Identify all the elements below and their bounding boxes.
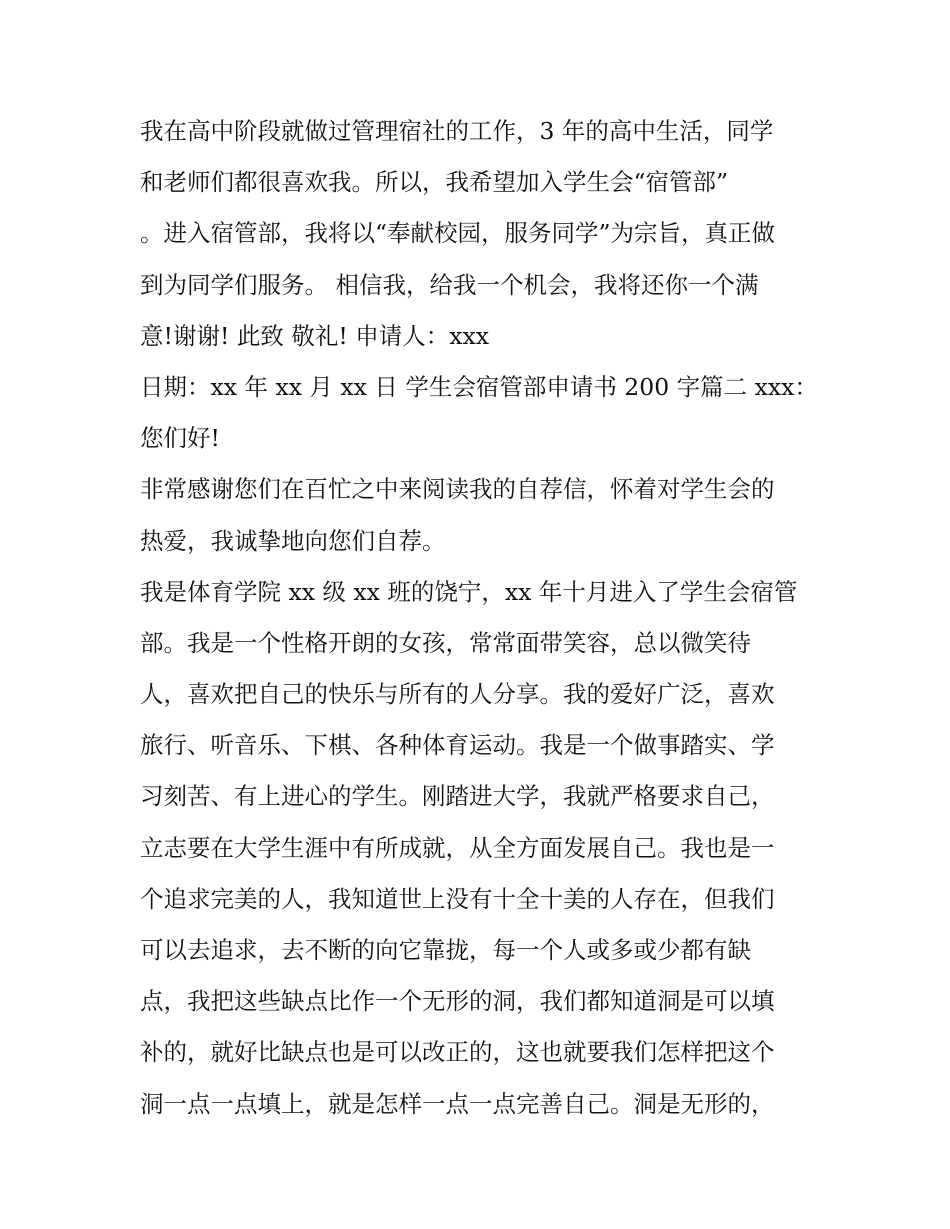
text-line: 洞一点一点填上，就是怎样一点一点完善自己。洞是无形的，	[140, 1089, 775, 1118]
text-line: 立志要在大学生涯中有所成就，从全方面发展自己。我也是一	[140, 833, 775, 862]
text-line: 到为同学们服务。 相信我，给我一个机会，我将还你一个满	[140, 270, 759, 299]
text-line: 意!谢谢! 此致 敬礼! 申请人：xxx	[140, 321, 489, 350]
text-line: 我在高中阶段就做过管理宿社的工作，3 年的高中生活，同学	[140, 117, 774, 145]
text-line: 部。我是一个性格开朗的女孩，常常面带笑容，总以微笑待	[140, 628, 751, 657]
text-line: 人，喜欢把自己的快乐与所有的人分享。我的爱好广泛，喜欢	[140, 680, 775, 709]
text-line: 。进入宿管部，我将以“奉献校园，服务同学”为宗旨，真正做	[140, 219, 776, 248]
text-line: 和老师们都很喜欢我。所以，我希望加入学生会“宿管部”	[140, 168, 729, 197]
text-line: 旅行、听音乐、下棋、各种体育运动。我是一个做事踏实、学	[140, 731, 775, 760]
text-line: 我是体育学院 xx 级 xx 班的饶宁，xx 年十月进入了学生会宿管	[140, 577, 798, 606]
text-line: 个追求完美的人，我知道世上没有十全十美的人存在，但我们	[140, 884, 775, 913]
text-line: 热爱，我诚挚地向您们自荐。	[140, 526, 446, 555]
text-line: 补的，就好比缺点也是可以改正的，这也就要我们怎样把这个	[140, 1038, 775, 1067]
document-body	[140, 106, 820, 1130]
text-line: 您们好!	[140, 424, 220, 453]
text-line: 点，我把这些缺点比作一个无形的洞，我们都知道洞是可以填	[140, 987, 775, 1016]
text-line: 日期：xx 年 xx 月 xx 日 学生会宿管部申请书 200 字篇二 xxx：	[140, 372, 818, 401]
text-line: 非常感谢您们在百忙之中来阅读我的自荐信，怀着对学生会的	[140, 475, 775, 504]
text-line: 习刻苦、有上进心的学生。刚踏进大学，我就严格要求自己，	[140, 782, 775, 811]
text-line: 可以去追求，去不断的向它靠拢，每一个人或多或少都有缺	[140, 936, 751, 964]
